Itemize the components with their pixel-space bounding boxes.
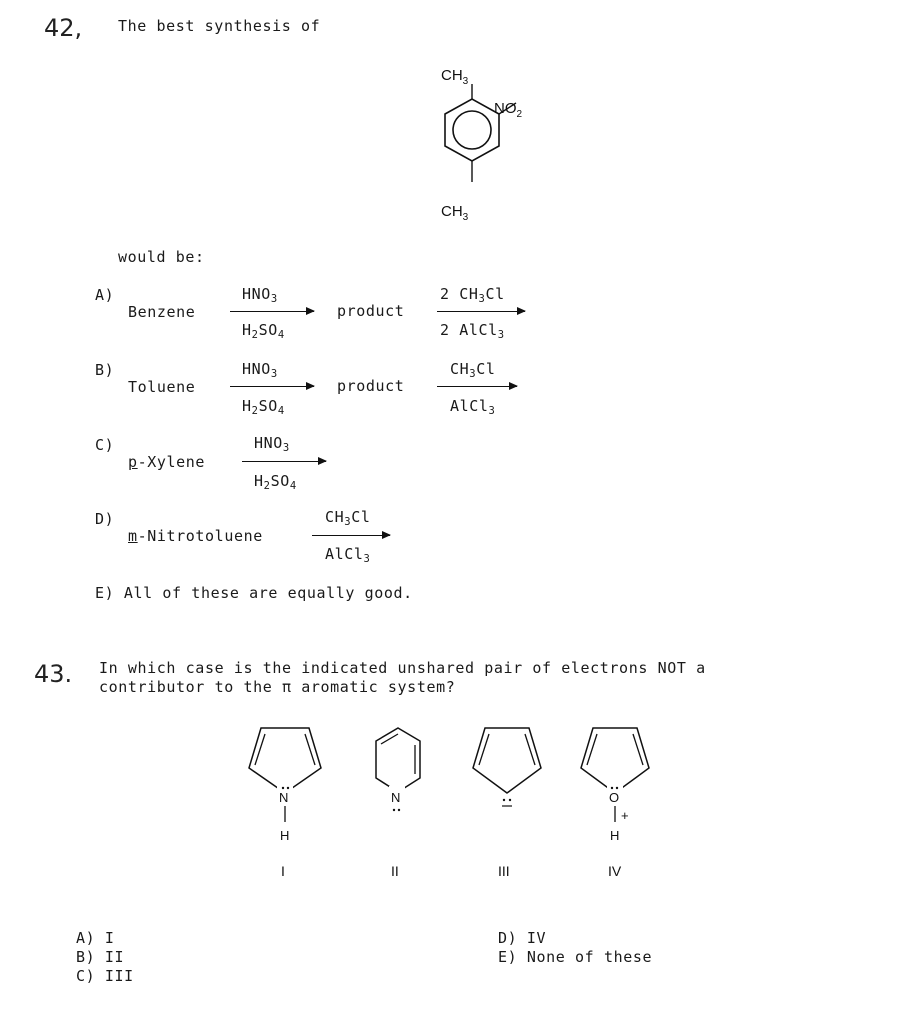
option-b-reagent1-top: $HNO_3$ — [242, 360, 278, 380]
question-42-number: 42, — [44, 14, 83, 42]
option-c-reagent-bottom: $H_2SO_4$ — [254, 472, 297, 492]
svg-text:N: N — [279, 790, 289, 805]
answer-e[interactable]: E) None of these — [498, 948, 653, 966]
answer-b[interactable]: B) II — [76, 948, 125, 966]
option-a-product: product — [337, 302, 405, 320]
svg-text:I: I — [281, 863, 285, 879]
question-42-prompt: The best synthesis of — [118, 17, 321, 35]
aromatic-circle — [453, 111, 491, 149]
option-a-reagent2-top: 2 $CH_3Cl$ — [440, 285, 505, 305]
option-b-reagent2-top: $CH_3Cl$ — [450, 360, 496, 380]
option-a-reagent1-top: $HNO_3$ — [242, 285, 278, 305]
option-b-reagent2-bottom: AlCl$_3$ — [450, 397, 496, 417]
option-b-arrow2 — [437, 386, 517, 387]
answer-c[interactable]: C) III — [76, 967, 134, 985]
structure-ii-pyridine — [376, 728, 420, 879]
structure-iv-protonated-furan — [581, 728, 649, 879]
option-c-label: C) — [95, 436, 115, 454]
svg-text:H: H — [610, 828, 620, 843]
svg-text:N: N — [391, 790, 401, 805]
methyl-bottom-label: $CH_3$ — [441, 203, 469, 223]
svg-text:+: + — [621, 808, 629, 823]
answer-d[interactable]: D) IV — [498, 929, 547, 947]
question-43-line1: In which case is the indicated unshared pair of electrons NOT a — [99, 659, 706, 677]
would-be-text: would be: — [118, 248, 205, 266]
option-b-product: product — [337, 377, 405, 395]
option-b-reagent1-bottom: $H_2SO_4$ — [242, 397, 285, 417]
option-d-arrow — [312, 535, 390, 536]
option-e[interactable]: E) All of these are equally good. — [95, 584, 413, 602]
svg-text:III: III — [498, 863, 510, 879]
option-b-label: B) — [95, 361, 115, 379]
option-a-arrow1 — [230, 311, 314, 312]
question-43-number: 43. — [34, 660, 73, 688]
option-d-label: D) — [95, 510, 115, 528]
svg-text:H: H — [280, 828, 290, 843]
answer-a[interactable]: A) I — [76, 929, 115, 947]
svg-text:IV: IV — [608, 863, 622, 879]
option-a-arrow2 — [437, 311, 525, 312]
heterocycle-structures — [225, 718, 675, 888]
option-b-arrow1 — [230, 386, 314, 387]
option-a-reagent2-bottom: 2 AlCl$_3$ — [440, 321, 505, 341]
option-a-reagent1-bottom: $H_2SO_4$ — [242, 321, 285, 341]
option-a-label: A) — [95, 286, 115, 304]
svg-text:II: II — [391, 863, 399, 879]
option-a-start: Benzene — [128, 303, 196, 321]
structure-iii-cyclopentadienyl-anion — [473, 728, 541, 879]
option-b-start: Toluene — [128, 378, 196, 396]
svg-text:O: O — [609, 790, 620, 805]
option-c-reagent-top: $HNO_3$ — [254, 434, 290, 454]
methyl-top-label: $CH_3$ — [441, 67, 469, 87]
option-c-start: p-Xylene — [128, 453, 206, 471]
target-molecule-structure — [400, 58, 550, 228]
nitro-label: $NO_2$ — [494, 100, 523, 120]
option-c-arrow — [242, 461, 326, 462]
structure-i-pyrrole — [249, 728, 321, 879]
question-43-line2: contributor to the π aromatic system? — [99, 678, 456, 696]
option-d-start: m-Nitrotoluene — [128, 527, 263, 545]
option-d-reagent-top: $CH_3Cl$ — [325, 508, 371, 528]
option-d-reagent-bottom: AlCl$_3$ — [325, 545, 371, 565]
